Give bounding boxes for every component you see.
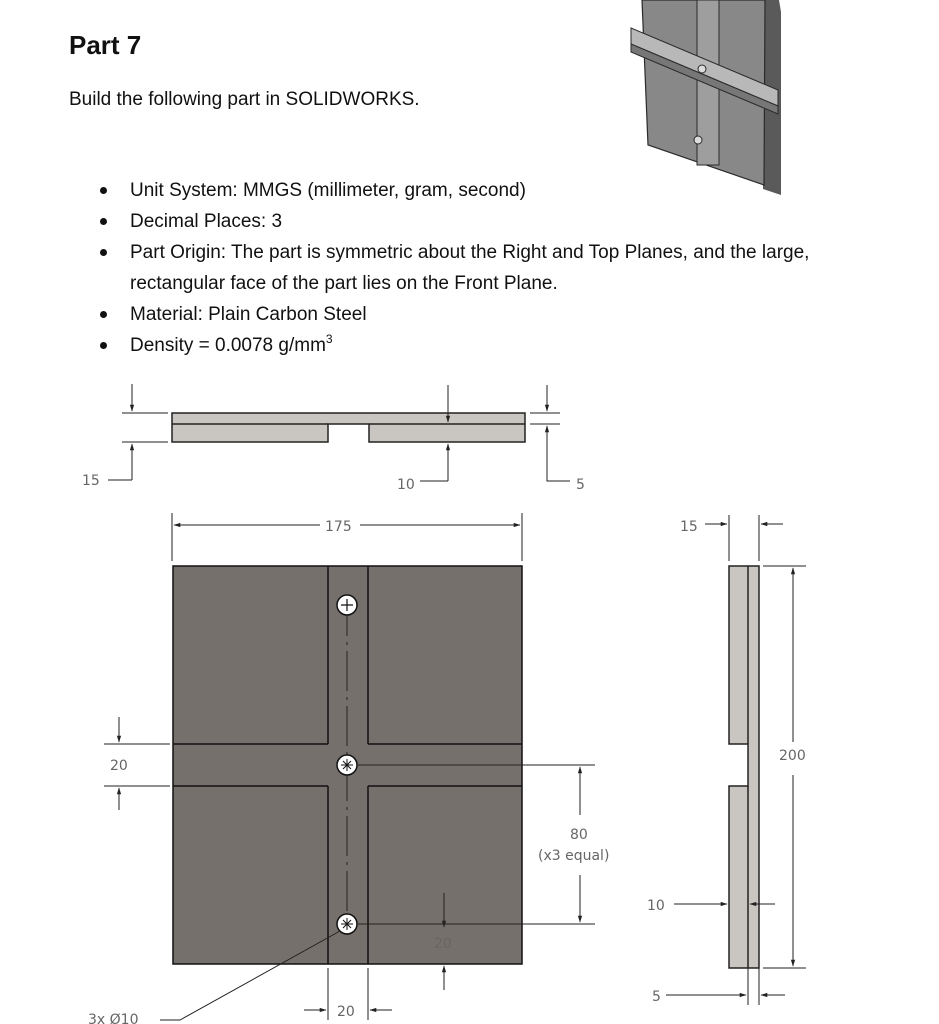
dim-rib-width-bottom: 20 xyxy=(434,936,452,952)
dim-rib-width-vertical: 20 xyxy=(337,1004,355,1020)
dim-hole-spacing: 80 xyxy=(570,827,588,843)
side-view xyxy=(729,566,759,968)
dim-top-rib-depth: 10 xyxy=(397,477,415,493)
spec-label: Decimal Places: 3 xyxy=(130,211,283,232)
spec-label: Part Origin: The part is symmetric about the Right and Top Planes, and the large, rectangular face of the part lies on the Front Plane. xyxy=(130,242,810,294)
top-view xyxy=(172,413,525,442)
dim-side-thickness: 15 xyxy=(680,519,698,535)
dim-rib-width-horizontal: 20 xyxy=(110,758,128,774)
page-title: Part 7 xyxy=(69,30,142,60)
spec-exponent: 3 xyxy=(325,332,333,346)
dim-hole-spacing-note: (x3 equal) xyxy=(538,848,610,864)
dim-side-rib-depth: 10 xyxy=(647,898,665,914)
intro-text: Build the following part in SOLIDWORKS. xyxy=(69,89,420,110)
dim-top-thickness: 15 xyxy=(82,473,100,489)
dim-holes: 3x Ø10 xyxy=(88,1012,139,1024)
dim-width: 175 xyxy=(325,519,352,535)
isometric-part-preview xyxy=(631,0,781,195)
dim-side-plate: 5 xyxy=(652,989,661,1005)
spec-label: Density = 0.0078 g/mm xyxy=(130,335,326,356)
dim-top-plate: 5 xyxy=(576,477,585,493)
spec-label: Material: Plain Carbon Steel xyxy=(130,304,367,325)
dim-height: 200 xyxy=(779,748,806,764)
spec-label: Unit System: MMGS (millimeter, gram, second) xyxy=(130,180,526,201)
